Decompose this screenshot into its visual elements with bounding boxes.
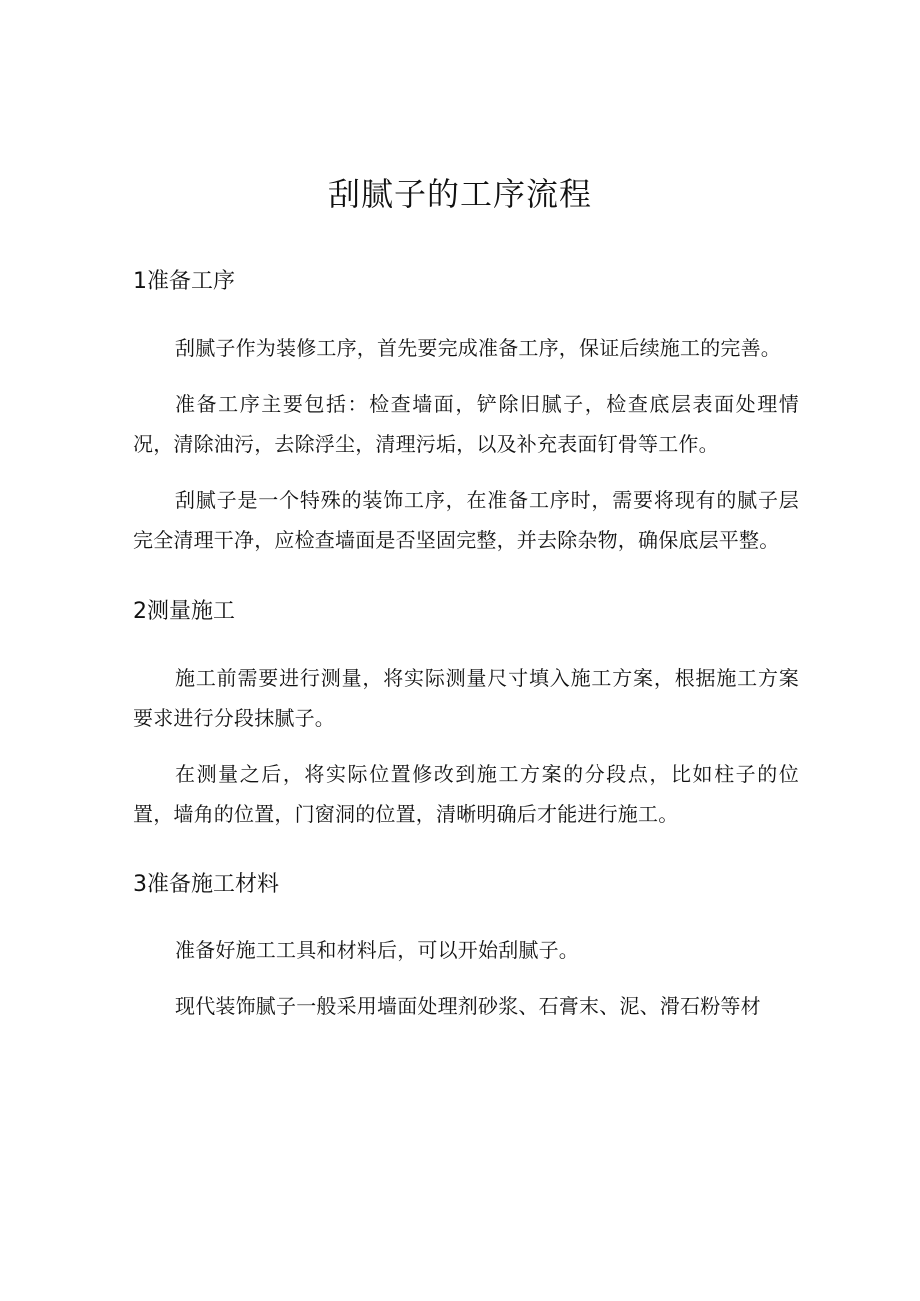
paragraph: 现代装饰腻子一般采用墙面处理剂砂浆、石膏末、泥、滑石粉等材 xyxy=(175,994,761,1018)
paragraph: 在测量之后，将实际位置修改到施工方案的分段点，比如柱子的位置，墙角的位置，门窗洞的位置，清晰明确后才能进行施工。 xyxy=(133,762,799,826)
paragraph: 施工前需要进行测量，将实际测量尺寸填入施工方案，根据施工方案要求进行分段抹腻子。 xyxy=(133,666,799,730)
paragraph: 刮腻子是一个特殊的装饰工序，在准备工序时，需要将现有的腻子层完全清理干净，应检查墙面是否坚固完整，并去除杂物，确保底层平整。 xyxy=(133,488,799,552)
section-heading-materials: 3准备施工材料 xyxy=(133,872,279,897)
paragraph: 刮腻子作为装修工序，首先要完成准备工序，保证后续施工的完善。 xyxy=(175,336,781,360)
paragraph: 准备工序主要包括：检查墙面，铲除旧腻子，检查底层表面处理情况，清除油污，去除浮尘，清理污垢，以及补充表面钉骨等工作。 xyxy=(133,392,799,456)
document-title: 刮腻子的工序流程 xyxy=(327,175,592,213)
section-heading-preparation: 1准备工序 xyxy=(133,269,235,294)
paragraph: 准备好施工工具和材料后，可以开始刮腻子。 xyxy=(175,938,579,962)
section-heading-measurement: 2测量施工 xyxy=(133,599,235,624)
